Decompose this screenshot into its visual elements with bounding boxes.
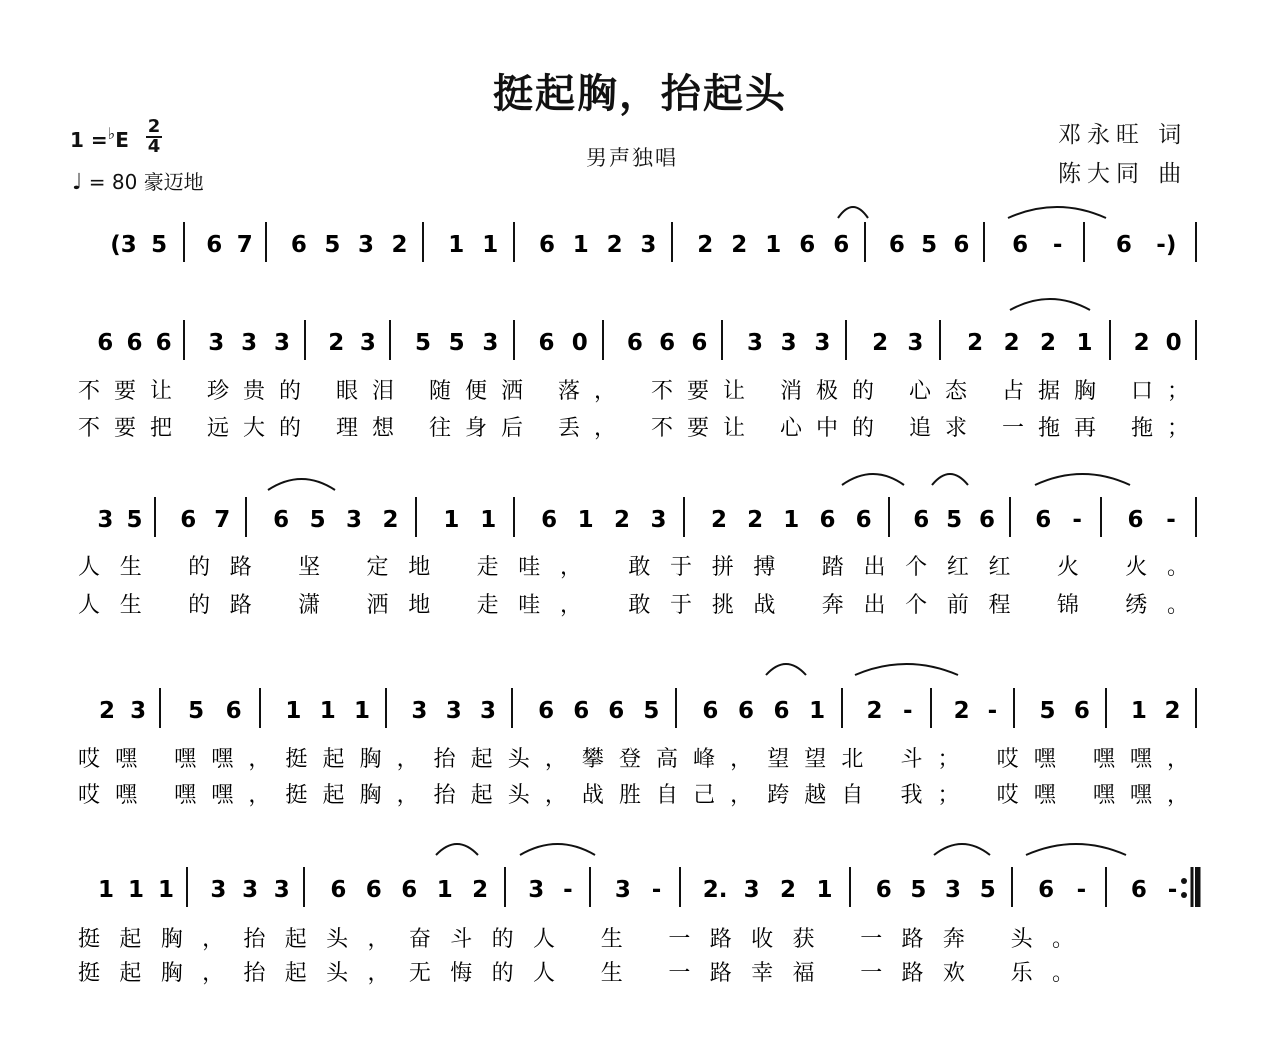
note: 1 [482, 232, 499, 258]
note: 2 [1003, 330, 1020, 356]
note: 3 [907, 330, 924, 356]
note: 5 [151, 232, 168, 258]
note: 6 [225, 698, 242, 724]
note: 2 [731, 232, 748, 258]
note: 2 [382, 507, 399, 533]
note: 6 [206, 232, 223, 258]
note: - [651, 877, 662, 903]
note: 6 [1115, 232, 1132, 258]
note: 2 [472, 877, 489, 903]
slur [1035, 474, 1130, 485]
slur [766, 664, 806, 675]
note: 3 [241, 330, 258, 356]
time-bottom: 4 [147, 136, 161, 157]
note: -) [1156, 232, 1177, 258]
flat-sign: ♭ [107, 124, 116, 143]
slur [436, 844, 478, 855]
note: 1 [127, 877, 145, 903]
note: 0 [571, 330, 588, 356]
note: - [987, 698, 998, 724]
note: 6 [1038, 877, 1055, 903]
note: 1 [1076, 330, 1093, 356]
slur [855, 664, 958, 675]
note: 1 [436, 877, 453, 903]
note: 1 [97, 877, 115, 903]
note: 1 [480, 507, 497, 533]
note: 6 [401, 877, 418, 903]
lyric-line: 不要把 远大的 理想 往身后 丢， 不要让 心中的 追求 一拖再 拖； [78, 416, 1193, 441]
lyric-line: 不要让 珍贵的 眼泪 随便洒 落， 不要让 消极的 心态 占据胸 口； [78, 379, 1193, 404]
note: 3 [242, 877, 259, 903]
lyric-line: 哎嘿 嘿嘿，挺起胸，抬起头，攀登高峰，望望北 斗； 哎嘿 嘿嘿， [78, 747, 1193, 772]
note: 3 [445, 698, 462, 724]
note: 3 [208, 330, 225, 356]
note: 2 [1164, 698, 1181, 724]
note: 6 [888, 232, 905, 258]
note: 3 [130, 698, 147, 724]
note: 1 [285, 698, 302, 724]
note: 6 [819, 507, 836, 533]
note: 3 [411, 698, 428, 724]
note: 5 [309, 507, 326, 533]
composer-credit: 陈大同 曲 [1058, 161, 1188, 187]
note: 1 [783, 507, 800, 533]
note: 0 [1165, 330, 1182, 356]
note: 6 [626, 330, 643, 356]
note: 3 [482, 330, 499, 356]
note: 6 [573, 698, 590, 724]
lyric-line: 哎嘿 嘿嘿，挺起胸，抬起头，战胜自己，跨越自 我； 哎嘿 嘿嘿， [78, 783, 1193, 808]
note: 6 [538, 698, 555, 724]
note: 3 [945, 877, 962, 903]
song-title: 挺起胸，抬起头 [493, 71, 787, 117]
lyric-line: 挺起胸，抬起头，奋斗的人 生 一路收获 一路奔 头。 [78, 927, 1078, 952]
note: 1 [577, 507, 594, 533]
note: 7 [236, 232, 253, 258]
note: 3 [479, 698, 497, 724]
note: 6 [180, 507, 197, 533]
note: 5 [979, 877, 996, 903]
note: 1 [353, 698, 371, 724]
note: 6 [365, 877, 382, 903]
note: 3 [273, 330, 291, 356]
note: 6 [126, 330, 143, 356]
note: 1 [157, 877, 175, 903]
slur [838, 207, 868, 218]
note: 2 [967, 330, 984, 356]
slur [1026, 844, 1126, 855]
note: 7 [214, 507, 231, 533]
lyricist-credit: 邓永旺 词 [1058, 122, 1188, 148]
note: 6 [1035, 507, 1052, 533]
note: 6 [702, 698, 719, 724]
note: 6 [773, 698, 790, 724]
note: 3 [359, 330, 376, 356]
tempo-value: = 80 [88, 170, 138, 194]
note: - [563, 877, 573, 903]
note: 3 [743, 877, 760, 903]
note: 3 [746, 330, 763, 356]
lyric-line: 人生 的路 坚 定地 走哇， 敢于拼搏 踏出个红红 火 火。 [78, 555, 1193, 580]
note: 6 [608, 698, 625, 724]
note: 6 [1073, 698, 1090, 724]
slur [520, 844, 595, 855]
note: 1 [1130, 698, 1147, 724]
repeat-dot [1181, 892, 1187, 898]
note: 2 [780, 877, 797, 903]
note: 2 [1133, 330, 1150, 356]
note: 2. [702, 877, 728, 903]
note: 2 [606, 232, 623, 258]
note: 5 [188, 698, 205, 724]
note: 3 [357, 232, 374, 258]
note: 6 [953, 232, 970, 258]
note: 6 [978, 507, 996, 533]
key-prefix: 1 = [70, 128, 108, 152]
note: 2 [872, 330, 889, 356]
note: 5 [946, 507, 963, 533]
note: 2 [391, 232, 408, 258]
note: 2 [98, 698, 115, 724]
note: 2 [328, 330, 345, 356]
note: 6 [691, 330, 708, 356]
note: 3 [780, 330, 797, 356]
note: 6 [799, 232, 816, 258]
note: 1 [816, 877, 833, 903]
note: 6 [97, 330, 114, 356]
note: 2 [866, 698, 883, 724]
note: 5 [126, 507, 143, 533]
note: 3 [273, 877, 290, 903]
note: 2 [614, 507, 631, 533]
note: 6 [538, 330, 555, 356]
note: 6 [330, 877, 347, 903]
slur [1008, 207, 1106, 218]
note: - [902, 698, 913, 724]
note: 1 [448, 232, 465, 258]
note: 3 [210, 877, 227, 903]
note: 6 [737, 698, 755, 724]
note: 5 [921, 232, 938, 258]
note: 3 [814, 330, 831, 356]
slur [932, 474, 968, 485]
repeat-dot [1181, 878, 1187, 884]
slur [268, 479, 335, 490]
note: 6 [1012, 232, 1029, 258]
note: 6 [155, 330, 172, 356]
note: 6 [273, 507, 290, 533]
note: 5 [1039, 698, 1056, 724]
note: - [1167, 877, 1178, 903]
slur [1010, 299, 1090, 310]
note: 1 [765, 232, 782, 258]
slur [842, 474, 904, 485]
performance-type: 男声独唱 [586, 146, 678, 170]
note: 5 [448, 330, 465, 356]
note: (3 [110, 232, 137, 258]
tempo-mark: 豪迈地 [143, 170, 204, 194]
note: 2 [697, 232, 714, 258]
note: 5 [910, 877, 927, 903]
note: 1 [572, 232, 589, 258]
note: 2 [953, 698, 970, 724]
quarter-note-icon: ♩ [72, 170, 83, 195]
note: 6 [833, 232, 850, 258]
note: 6 [290, 232, 307, 258]
note: 2 [747, 507, 764, 533]
note: 6 [1130, 877, 1147, 903]
note: - [1052, 232, 1063, 258]
slur [934, 844, 990, 855]
note: - [1076, 877, 1087, 903]
note: 5 [414, 330, 431, 356]
note: 3 [650, 507, 667, 533]
note: 6 [1127, 507, 1144, 533]
lyric-line: 人生 的路 潇 洒地 走哇， 敢于挑战 奔出个前程 锦 绣。 [78, 593, 1193, 618]
note: 6 [541, 507, 558, 533]
lyric-line: 挺起胸，抬起头，无悔的人 生 一路幸福 一路欢 乐。 [78, 961, 1078, 986]
note: 1 [443, 507, 460, 533]
time-top: 2 [147, 116, 161, 137]
note: 1 [809, 698, 826, 724]
note: 3 [97, 507, 114, 533]
note: 5 [324, 232, 341, 258]
note: 2 [1040, 330, 1057, 356]
note: 6 [539, 232, 556, 258]
note: 6 [875, 877, 892, 903]
note: 2 [710, 507, 727, 533]
key-letter: E [115, 128, 129, 152]
note: - [1072, 507, 1082, 533]
note: 3 [640, 232, 657, 258]
note: 3 [346, 507, 363, 533]
note: 3 [528, 877, 545, 903]
note: 5 [643, 698, 660, 724]
note: 6 [659, 330, 676, 356]
note: 6 [855, 507, 872, 533]
note: 1 [319, 698, 336, 724]
note: 6 [913, 507, 930, 533]
note: 3 [614, 877, 631, 903]
note: - [1166, 507, 1176, 533]
